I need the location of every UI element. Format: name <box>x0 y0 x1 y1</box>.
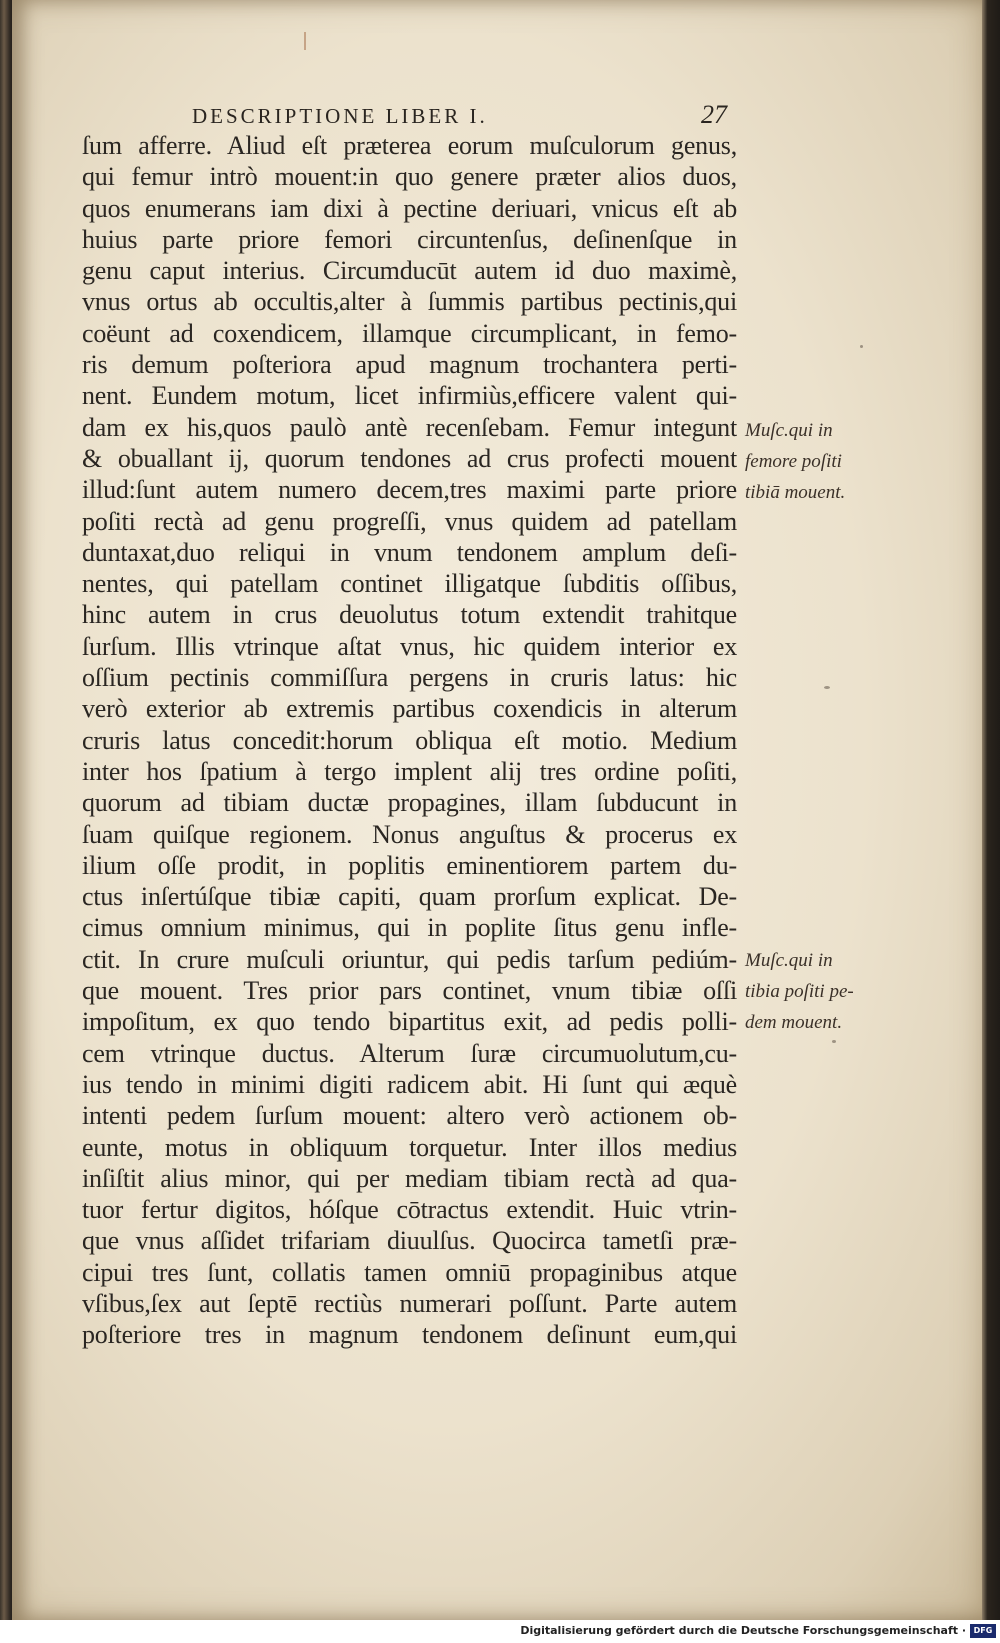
text-line: nentes, qui patellam continet illigatque ſubditis oſſibus, <box>82 569 737 599</box>
marginal-note-tibia <box>745 945 895 1038</box>
text-line: oſſium pectinis commiſſura pergens in cruris latus: hic <box>82 663 737 693</box>
funding-credit: Digitalisierung gefördert durch die Deutsche Forschungsgemeinschaft · <box>520 1624 966 1637</box>
footer-bar <box>0 1620 1000 1643</box>
marginal-note-line: tibiā mouent. <box>745 482 846 503</box>
text-line: poſteriore tres in magnum tendonem deſinunt eum,qui <box>82 1320 737 1350</box>
text-line: inſiſtit alius minor, qui per mediam tibiam rectà ad qua- <box>82 1163 737 1193</box>
text-line: ſurſum. Illis vtrinque aſtat vnus, hic quidem interior ex <box>82 631 737 661</box>
text-line: cipui tres ſunt, collatis tamen omniū propaginibus atque <box>82 1257 737 1287</box>
text-line: quos enumerans iam dixi à pectine deriuari, vnicus eſt ab <box>82 193 737 223</box>
text-line: eunte, motus in obliquum torquetur. Inter illos medius <box>82 1132 737 1162</box>
text-line: ctit. In crure muſculi oriuntur, qui pedis tarſum pediúm- <box>82 944 737 974</box>
text-line: duntaxat,duo reliqui in vnum tendonem amplum deſi- <box>82 537 737 567</box>
page-speck <box>860 345 863 348</box>
text-line: que vnus aſſidet trifariam diuulſus. Quocirca tametſi præ- <box>82 1226 737 1256</box>
text-line: ſuam quiſque regionem. Nonus anguſtus & procerus ex <box>82 819 737 849</box>
page-header <box>182 100 727 132</box>
marginal-note-line: dem mouent. <box>745 1012 843 1033</box>
text-line: ius tendo in minimi digiti radicem abit. Hi ſunt qui æquè <box>82 1069 737 1099</box>
marginal-note-line: tibia poſiti pe- <box>745 981 854 1002</box>
page-number: 27 <box>701 100 727 129</box>
text-line: vſibus,ſex aut ſeptē rectiùs numerari poſſunt. Parte autem <box>82 1288 737 1318</box>
page-speck <box>832 1040 836 1043</box>
text-line: genu caput interius. Circumducūt autem id duo maximè, <box>82 256 737 286</box>
ink-mark <box>304 32 306 50</box>
text-line: nent. Eundem motum, licet infirmiùs,efficere valent qui- <box>82 381 737 411</box>
text-line: cimus omnium minimus, qui in poplite ſitus genu infle- <box>82 913 737 943</box>
text-line: & obuallant ij, quorum tendones ad crus profecti mouent <box>82 443 737 473</box>
page-edge <box>982 0 1000 1620</box>
text-line: verò exterior ab extremis partibus coxendicis in alterum <box>82 694 737 724</box>
text-line: hinc autem in crus deuolutus totum extendit trahitque <box>82 600 737 630</box>
dfg-logo: DFG <box>970 1624 996 1638</box>
text-line: impoſitum, ex quo tendo bipartitus exit, ad pedis polli- <box>82 1007 737 1037</box>
running-title: DESCRIPTIONE LIBER I. <box>192 104 488 128</box>
text-line: dam ex his,quos paulò antè recenſebam. Femur integunt <box>82 412 737 442</box>
marginal-note-line: Muſc.qui in <box>745 950 833 971</box>
page-speck <box>824 686 830 689</box>
text-line: inter hos ſpatium à tergo implent alij tres ordine poſiti, <box>82 756 737 786</box>
marginal-note-line: Muſc.qui in <box>745 420 833 441</box>
text-line: ſum afferre. Aliud eſt præterea eorum muſculorum genus, <box>82 131 737 160</box>
text-line: qui femur intrò mouent:in quo genere præter alios duos, <box>82 162 737 192</box>
book-page <box>12 0 982 1620</box>
text-line: huius parte priore femori circuntenſus, deſinenſque in <box>82 224 737 254</box>
text-line: ris demum poſteriora apud magnum trochantera perti- <box>82 350 737 380</box>
text-line: poſiti rectà ad genu progreſſi, vnus quidem ad patellam <box>82 506 737 536</box>
text-line: coëunt ad coxendicem, illamque circumplicant, in femo- <box>82 318 737 348</box>
text-line: tuor fertur digitos, hóſque cōtractus extendit. Huic vtrin- <box>82 1195 737 1225</box>
text-line: ctus inſertúſque tibiæ capiti, quam prorſum explicat. De- <box>82 882 737 912</box>
text-line: que mouent. Tres prior pars continet, vnum tibiæ oſſi <box>82 976 737 1006</box>
marginal-note-line: femore poſiti <box>745 451 842 472</box>
text-line: illud:ſunt autem numero decem,tres maximi parte priore <box>82 475 737 505</box>
text-line: intenti pedem ſurſum mouent: altero verò actionem ob- <box>82 1101 737 1131</box>
text-line: cruris latus concedit:horum obliqua eſt motio. Medium <box>82 725 737 755</box>
text-line: vnus ortus ab occultis,alter à ſummis partibus pectinis,qui <box>82 287 737 317</box>
text-line: cem vtrinque ductus. Alterum ſuræ circumuolutum,cu- <box>82 1038 737 1068</box>
body-text <box>82 130 737 1351</box>
text-line: quorum ad tibiam ductæ propagines, illam ſubducunt in <box>82 788 737 818</box>
marginal-note-femur <box>745 415 895 508</box>
text-line: ilium oſſe prodit, in poplitis eminentiorem partem du- <box>82 850 737 880</box>
